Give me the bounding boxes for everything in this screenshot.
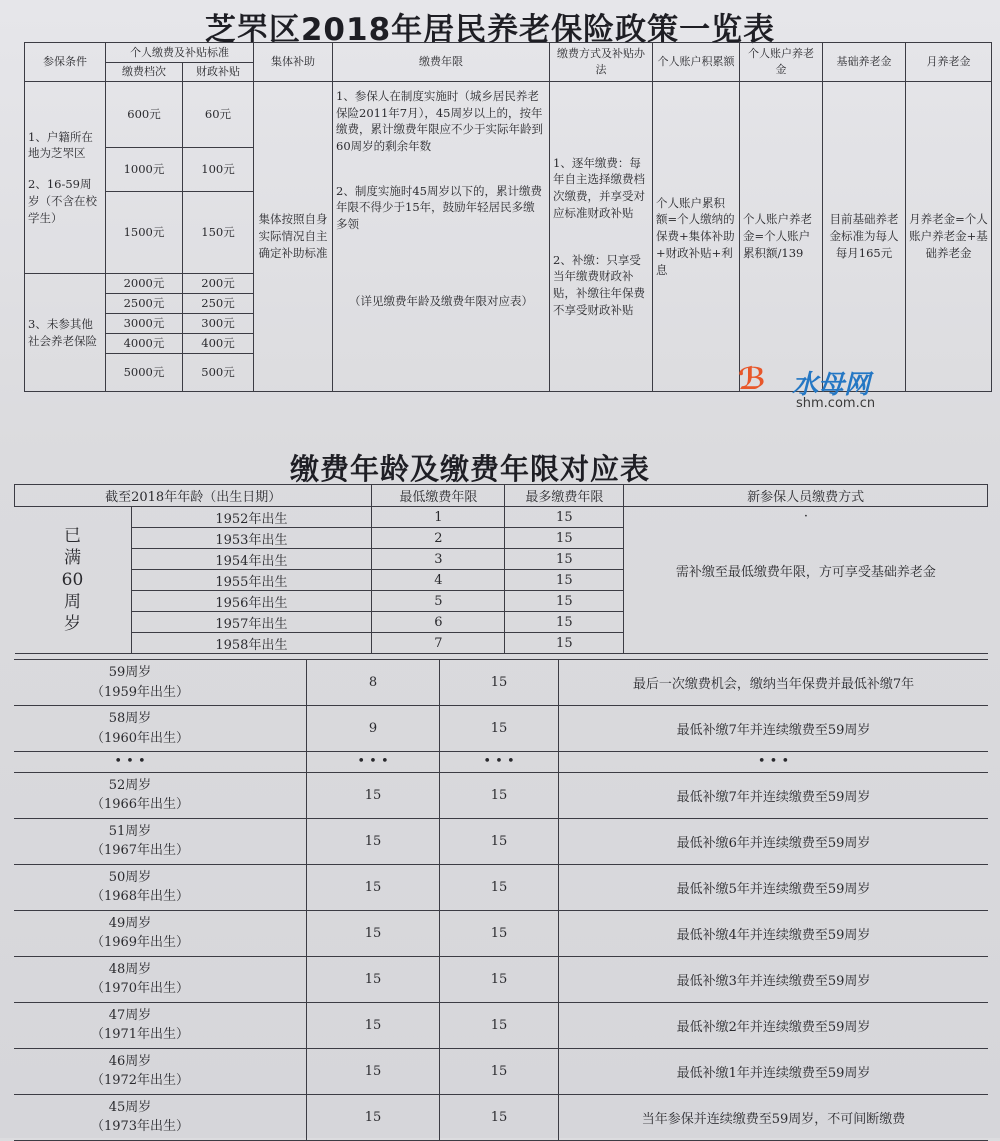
age-row bbox=[14, 1094, 988, 1140]
max-years-cell: 15 bbox=[440, 660, 559, 706]
way-cell: 当年参保并连续缴费至59周岁，不可间断缴费 bbox=[559, 1094, 989, 1140]
grade-cell: 3000元 bbox=[106, 314, 183, 334]
max-years-cell: 15 bbox=[505, 633, 624, 654]
max-years-cell: 15 bbox=[505, 528, 624, 549]
age-cell bbox=[14, 910, 307, 956]
max-years-cell: 15 bbox=[505, 570, 624, 591]
age-row bbox=[14, 660, 988, 706]
condition-1: 1、户籍所在地为芝罘区 bbox=[28, 129, 93, 161]
header-years: 缴费年限 bbox=[333, 43, 550, 82]
min-years-cell: 7 bbox=[372, 633, 505, 654]
way-cell: 最低补缴1年并连续缴费至59周岁 bbox=[559, 1048, 989, 1094]
min-years-cell: 4 bbox=[372, 570, 505, 591]
min-years-cell: 9 bbox=[307, 706, 440, 752]
age-label: 46周岁 bbox=[108, 1053, 152, 1069]
max-years-cell: • • • bbox=[440, 752, 559, 773]
over-60-way: · 需补缴至最低缴费年限，方可享受基础养老金 bbox=[624, 507, 988, 654]
method-cell bbox=[550, 82, 653, 392]
min-years-cell: 1 bbox=[372, 507, 505, 528]
age-label: 48周岁 bbox=[108, 961, 152, 977]
way-cell: 最低补缴2年并连续缴费至59周岁 bbox=[559, 1002, 989, 1048]
age-label: 49周岁 bbox=[108, 915, 152, 931]
age-row bbox=[14, 818, 988, 864]
age-cell bbox=[14, 772, 307, 818]
way-cell: 最低补缴7年并连续缴费至59周岁 bbox=[559, 772, 989, 818]
subsidy-cell: 300元 bbox=[183, 314, 254, 334]
over-60-label: 已满60周岁 bbox=[15, 507, 132, 654]
way-cell: 最后一次缴费机会，缴纳当年保费并最低补缴7年 bbox=[559, 660, 989, 706]
subsidy-cell: 100元 bbox=[183, 148, 254, 192]
watermark-symbol: ℬ bbox=[738, 362, 766, 397]
age-cell bbox=[14, 1048, 307, 1094]
way-cell: 最低补缴5年并连续缴费至59周岁 bbox=[559, 864, 989, 910]
age-cell bbox=[14, 818, 307, 864]
header-method: 缴费方式及补贴办法 bbox=[550, 43, 653, 82]
max-years-cell: 15 bbox=[440, 1048, 559, 1094]
max-years-cell: 15 bbox=[440, 818, 559, 864]
age-cell bbox=[14, 752, 307, 773]
min-years-cell: 15 bbox=[307, 818, 440, 864]
birth-year-cell: 1955年出生 bbox=[131, 570, 372, 591]
grade-cell: 4000元 bbox=[106, 334, 183, 354]
min-years-cell: 15 bbox=[307, 772, 440, 818]
subsidy-cell: 400元 bbox=[183, 334, 254, 354]
age-table-lower bbox=[14, 659, 988, 1141]
header-pension: 个人账户养老金 bbox=[740, 43, 823, 82]
grade-cell: 600元 bbox=[106, 82, 183, 148]
min-years-cell: 15 bbox=[307, 956, 440, 1002]
min-years-cell: 15 bbox=[307, 1002, 440, 1048]
max-years-cell: 15 bbox=[440, 772, 559, 818]
min-years-cell: 15 bbox=[307, 910, 440, 956]
way-cell: • • • bbox=[559, 752, 989, 773]
condition-2: 2、16-59周岁（不含在校学生） bbox=[28, 177, 97, 225]
birth-year-label: （1970年出生） bbox=[90, 981, 190, 996]
birth-year-label: （1968年出生） bbox=[90, 889, 190, 904]
monthly-cell: 月养老金=个人账户养老金+基础养老金 bbox=[906, 82, 992, 392]
birth-year-label: （1966年出生） bbox=[90, 797, 190, 812]
max-years-cell: 15 bbox=[440, 1094, 559, 1140]
min-years-cell: 6 bbox=[372, 612, 505, 633]
years-cell bbox=[333, 82, 550, 392]
birth-year-label: （1972年出生） bbox=[90, 1073, 190, 1088]
age-cell bbox=[14, 706, 307, 752]
birth-year-cell: 1952年出生 bbox=[131, 507, 372, 528]
age-cell bbox=[14, 956, 307, 1002]
min-years-cell: 15 bbox=[307, 1048, 440, 1094]
grade-cell: 5000元 bbox=[106, 354, 183, 392]
age-row bbox=[14, 752, 988, 773]
header-grade: 缴费档次 bbox=[106, 63, 183, 82]
age-label: 52周岁 bbox=[108, 777, 152, 793]
age-table-title: 缴费年龄及缴费年限对应表 bbox=[289, 452, 650, 486]
header-subsidy: 财政补贴 bbox=[183, 63, 254, 82]
age-label: • • • bbox=[114, 754, 146, 769]
watermark-name: 水母网 bbox=[792, 370, 871, 400]
policy-table-title: 芝罘区2018年居民养老保险政策一览表 bbox=[204, 12, 776, 48]
method-1: 1、逐年缴费：每年自主选择缴费档次缴费，并享受对应标准财政补贴 bbox=[553, 155, 645, 220]
min-years-cell: 15 bbox=[307, 1094, 440, 1140]
min-years-cell: • • • bbox=[307, 752, 440, 773]
max-years-cell: 15 bbox=[505, 507, 624, 528]
account-cell: 个人账户累积额=个人缴纳的保费+集体补助+财政补贴+利息 bbox=[653, 82, 740, 392]
age-row bbox=[14, 1048, 988, 1094]
age-table bbox=[14, 484, 988, 654]
header-max-years: 最多缴费年限 bbox=[505, 485, 624, 507]
age-cell bbox=[14, 660, 307, 706]
max-years-cell: 15 bbox=[440, 864, 559, 910]
way-cell: 最低补缴3年并连续缴费至59周岁 bbox=[559, 956, 989, 1002]
header-collective: 集体补助 bbox=[254, 43, 333, 82]
header-monthly: 月养老金 bbox=[906, 43, 992, 82]
grade-cell: 2500元 bbox=[106, 294, 183, 314]
age-row bbox=[14, 910, 988, 956]
policy-table bbox=[24, 42, 992, 392]
age-label: 47周岁 bbox=[108, 1007, 152, 1023]
min-years-cell: 5 bbox=[372, 591, 505, 612]
way-cell: 最低补缴6年并连续缴费至59周岁 bbox=[559, 818, 989, 864]
condition-1-2 bbox=[25, 82, 106, 274]
min-years-cell: 2 bbox=[372, 528, 505, 549]
header-way: 新参保人员缴费方式 bbox=[624, 485, 988, 507]
way-cell: 最低补缴7年并连续缴费至59周岁 bbox=[559, 706, 989, 752]
birth-year-cell: 1953年出生 bbox=[131, 528, 372, 549]
max-years-cell: 15 bbox=[505, 549, 624, 570]
years-rule-1: 1、参保人在制度实施时（城乡居民养老保险2011年7月），45周岁以上的，按年缴费，累计缴费年限应不少于实际年龄到60周岁的剩余年数 bbox=[336, 89, 543, 154]
way-cell: 最低补缴4年并连续缴费至59周岁 bbox=[559, 910, 989, 956]
max-years-cell: 15 bbox=[440, 910, 559, 956]
grade-cell: 1000元 bbox=[106, 148, 183, 192]
max-years-cell: 15 bbox=[505, 591, 624, 612]
birth-year-label: （1971年出生） bbox=[90, 1027, 190, 1042]
min-years-cell: 8 bbox=[307, 660, 440, 706]
age-label: 51周岁 bbox=[108, 823, 152, 839]
max-years-cell: 15 bbox=[505, 612, 624, 633]
birth-year-cell: 1958年出生 bbox=[131, 633, 372, 654]
birth-year-cell: 1957年出生 bbox=[131, 612, 372, 633]
min-years-cell: 15 bbox=[307, 864, 440, 910]
birth-year-label: （1973年出生） bbox=[90, 1119, 190, 1134]
condition-3: 3、未参其他社会养老保险 bbox=[25, 274, 106, 392]
method-2: 2、补缴：只享受当年缴费财政补贴，补缴往年保费不享受财政补贴 bbox=[553, 252, 645, 317]
age-row bbox=[14, 772, 988, 818]
birth-year-cell: 1954年出生 bbox=[131, 549, 372, 570]
grade-cell: 2000元 bbox=[106, 274, 183, 294]
years-note: （详见缴费年龄及缴费年限对应表） bbox=[349, 293, 533, 308]
birth-year-label: （1959年出生） bbox=[90, 684, 190, 700]
birth-year-label: （1969年出生） bbox=[90, 935, 190, 950]
age-cell bbox=[14, 864, 307, 910]
header-base: 基础养老金 bbox=[823, 43, 906, 82]
age-row bbox=[14, 956, 988, 1002]
subsidy-cell: 150元 bbox=[183, 192, 254, 274]
subsidy-cell: 250元 bbox=[183, 294, 254, 314]
collective-cell: 集体按照自身实际情况自主确定补助标准 bbox=[254, 82, 333, 392]
age-label: 45周岁 bbox=[108, 1099, 152, 1115]
max-years-cell: 15 bbox=[440, 956, 559, 1002]
birth-year-label: （1960年出生） bbox=[90, 730, 190, 746]
min-years-cell: 3 bbox=[372, 549, 505, 570]
birth-year-label: （1967年出生） bbox=[90, 843, 190, 858]
age-row bbox=[14, 706, 988, 752]
max-years-cell: 15 bbox=[440, 1002, 559, 1048]
header-standard: 个人缴费及补贴标准 bbox=[106, 43, 254, 63]
header-condition: 参保条件 bbox=[25, 43, 106, 82]
subsidy-cell: 200元 bbox=[183, 274, 254, 294]
header-account: 个人账户积累额 bbox=[653, 43, 740, 82]
watermark-url: shm.com.cn bbox=[796, 396, 876, 411]
age-cell bbox=[14, 1002, 307, 1048]
subsidy-cell: 500元 bbox=[183, 354, 254, 392]
age-row bbox=[14, 864, 988, 910]
birth-year-cell: 1956年出生 bbox=[131, 591, 372, 612]
pension-cell: 个人账户养老金=个人账户累积额/139 bbox=[740, 82, 823, 392]
subsidy-cell: 60元 bbox=[183, 82, 254, 148]
watermark-logo bbox=[738, 360, 898, 416]
grade-cell: 1500元 bbox=[106, 192, 183, 274]
years-rule-2: 2、制度实施时45周岁以下的，累计缴费年限不得少于15年，鼓励年轻居民多缴多领 bbox=[336, 183, 542, 232]
max-years-cell: 15 bbox=[440, 706, 559, 752]
age-row bbox=[14, 1002, 988, 1048]
base-cell: 目前基础养老金标准为每人每月165元 bbox=[823, 82, 906, 392]
age-label: 58周岁 bbox=[108, 711, 152, 726]
age-label: 59周岁 bbox=[108, 665, 152, 680]
header-min-years: 最低缴费年限 bbox=[372, 485, 505, 507]
header-age: 截至2018年年龄（出生日期） bbox=[15, 485, 372, 507]
age-label: 50周岁 bbox=[108, 869, 152, 885]
age-cell bbox=[14, 1094, 307, 1140]
